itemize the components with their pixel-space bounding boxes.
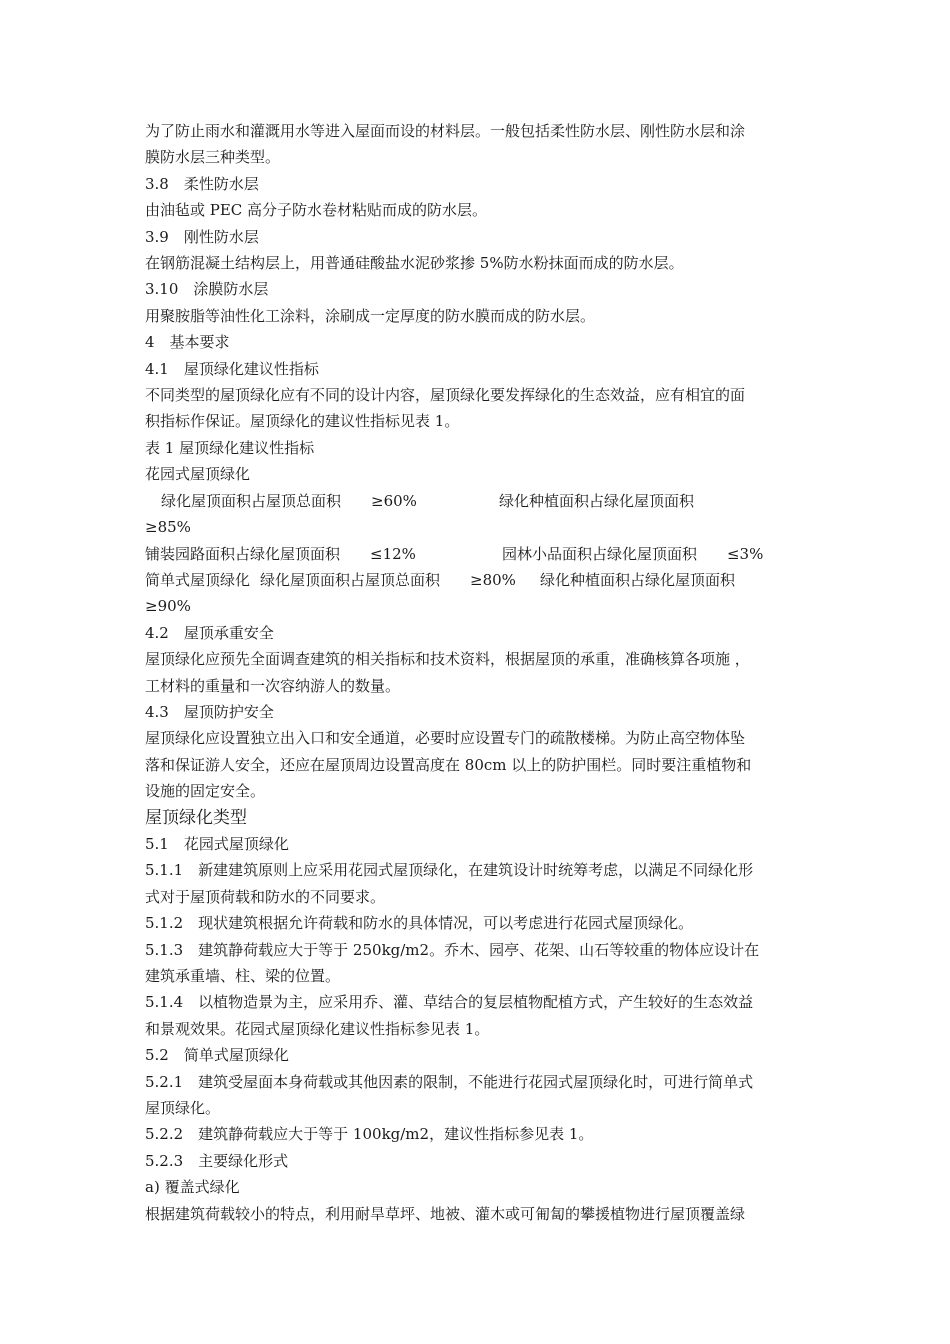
table-cell: 园林小品面积占绿化屋顶面积 bbox=[501, 544, 697, 563]
text-line: 在钢筋混凝土结构层上，用普通硅酸盐水泥砂浆掺 5%防水粉抹面而成的防水层。 bbox=[145, 254, 684, 273]
text-line: 工材料的重量和一次容纳游人的数量。 bbox=[145, 676, 401, 695]
section-heading: 4.3 屋顶防护安全 bbox=[145, 702, 274, 721]
text-line: 和景观效果。花园式屋顶绿化建议性指标参见表 1。 bbox=[145, 1019, 490, 1038]
section-heading: 4.1 屋顶绿化建议性指标 bbox=[145, 359, 319, 378]
table-cell: 绿化屋顶面积占屋顶总面积 bbox=[260, 570, 441, 589]
text-line: 屋顶绿化。 bbox=[145, 1099, 221, 1118]
text-line: 5.1.2 现状建筑根据允许荷载和防水的具体情况，可以考虑进行花园式屋顶绿化。 bbox=[145, 914, 694, 933]
text-line: 不同类型的屋顶绿化应有不同的设计内容，屋顶绿化要发挥绿化的生态效益，应有相宜的面 bbox=[145, 386, 746, 405]
section-heading: 5.1 花园式屋顶绿化 bbox=[145, 834, 289, 853]
table-row bbox=[145, 567, 810, 593]
table-cell: 绿化屋顶面积占屋顶总面积 bbox=[161, 491, 342, 510]
table-cell: 铺装园路面积占绿化屋顶面积 bbox=[145, 544, 341, 563]
table-cell: 简单式屋顶绿化 bbox=[145, 570, 251, 589]
text-line: 5.1.3 建筑静荷载应大于等于 250kg/m2。乔木、园亭、花架、山石等较重的物体应设计在 bbox=[145, 940, 760, 959]
text-line: 建筑承重墙、柱、梁的位置。 bbox=[145, 967, 341, 985]
text-line: 积指标作保证。屋顶绿化的建议性指标见表 1。 bbox=[145, 412, 460, 431]
section-heading: 4.2 屋顶承重安全 bbox=[145, 623, 274, 642]
chapter-heading: 屋顶绿化类型 bbox=[145, 807, 247, 828]
text-line: 屋顶绿化应预先全面调查建筑的相关指标和技术资料，根据屋顶的承重，准确核算各项施 ， bbox=[145, 650, 750, 669]
document-body bbox=[145, 118, 810, 1227]
table-caption: 表 1 屋顶绿化建议性指标 bbox=[145, 438, 315, 457]
section-heading: 5.2.3 主要绿化形式 bbox=[145, 1151, 289, 1170]
text-line: 由油毡或 PEC 高分子防水卷材粘贴而成的防水层。 bbox=[145, 201, 488, 220]
text-line: 5.2.1 建筑受屋面本身荷载或其他因素的限制，不能进行花园式屋顶绿化时，可进行简单式 bbox=[145, 1072, 754, 1091]
text-line: a) 覆盖式绿化 bbox=[145, 1178, 240, 1197]
table-row bbox=[145, 593, 810, 619]
text-line: 5.1.1 新建建筑原则上应采用花园式屋顶绿化，在建筑设计时统筹考虑，以满足不同绿化形 bbox=[145, 861, 754, 880]
table-cell: 绿化种植面积占绿化屋顶面积 bbox=[539, 570, 735, 589]
table-row bbox=[145, 488, 810, 514]
table-cell: ≥60% bbox=[371, 491, 417, 510]
text-line: 设施的固定安全。 bbox=[145, 782, 266, 801]
section-heading: 3.10 涂膜防水层 bbox=[145, 280, 269, 299]
text-line: 用聚胺脂等油性化工涂料，涂刷成一定厚度的防水膜而成的防水层。 bbox=[145, 306, 596, 325]
text-line: 5.2.2 建筑静荷载应大于等于 100kg/m2，建议性指标参见表 1。 bbox=[145, 1125, 594, 1144]
section-heading: 3.9 刚性防水层 bbox=[145, 227, 259, 246]
text-line: 5.1.4 以植物造景为主，应采用乔、灌、草结合的复层植物配植方式，产生较好的生态效益 bbox=[145, 993, 754, 1012]
table-row bbox=[145, 514, 810, 540]
text-line: 根据建筑荷载较小的特点，利用耐旱草坪、地被、灌木或可匍匐的攀援植物进行屋顶覆盖绿 bbox=[145, 1204, 746, 1223]
table-group-label: 花园式屋顶绿化 bbox=[145, 465, 251, 484]
chapter-heading: 4 基本要求 bbox=[145, 333, 230, 352]
table-cell: ≤12% bbox=[370, 544, 416, 563]
text-line: 膜防水层三种类型。 bbox=[145, 148, 281, 167]
table-cell: 绿化种植面积占绿化屋顶面积 bbox=[498, 491, 694, 510]
text-line: 落和保证游人安全，还应在屋顶周边设置高度在 80cm 以上的防护围栏。同时要注重植物和 bbox=[145, 755, 752, 774]
table-row bbox=[145, 541, 810, 567]
text-line: 式对于屋顶荷载和防水的不同要求。 bbox=[145, 887, 386, 906]
table-cell: ≥90% bbox=[145, 597, 191, 616]
text-line: 屋顶绿化应设置独立出入口和安全通道，必要时应设置专门的疏散楼梯。为防止高空物体坠 bbox=[145, 729, 746, 748]
section-heading: 5.2 简单式屋顶绿化 bbox=[145, 1046, 289, 1065]
section-heading: 3.8 柔性防水层 bbox=[145, 174, 259, 193]
table-cell: ≥85% bbox=[145, 518, 191, 537]
table-cell: ≥80% bbox=[470, 570, 516, 589]
table-cell: ≤3% bbox=[726, 544, 764, 563]
text-line: 为了防止雨水和灌溉用水等进入屋面而设的材料层。一般包括柔性防水层、刚性防水层和涂 bbox=[145, 122, 746, 140]
